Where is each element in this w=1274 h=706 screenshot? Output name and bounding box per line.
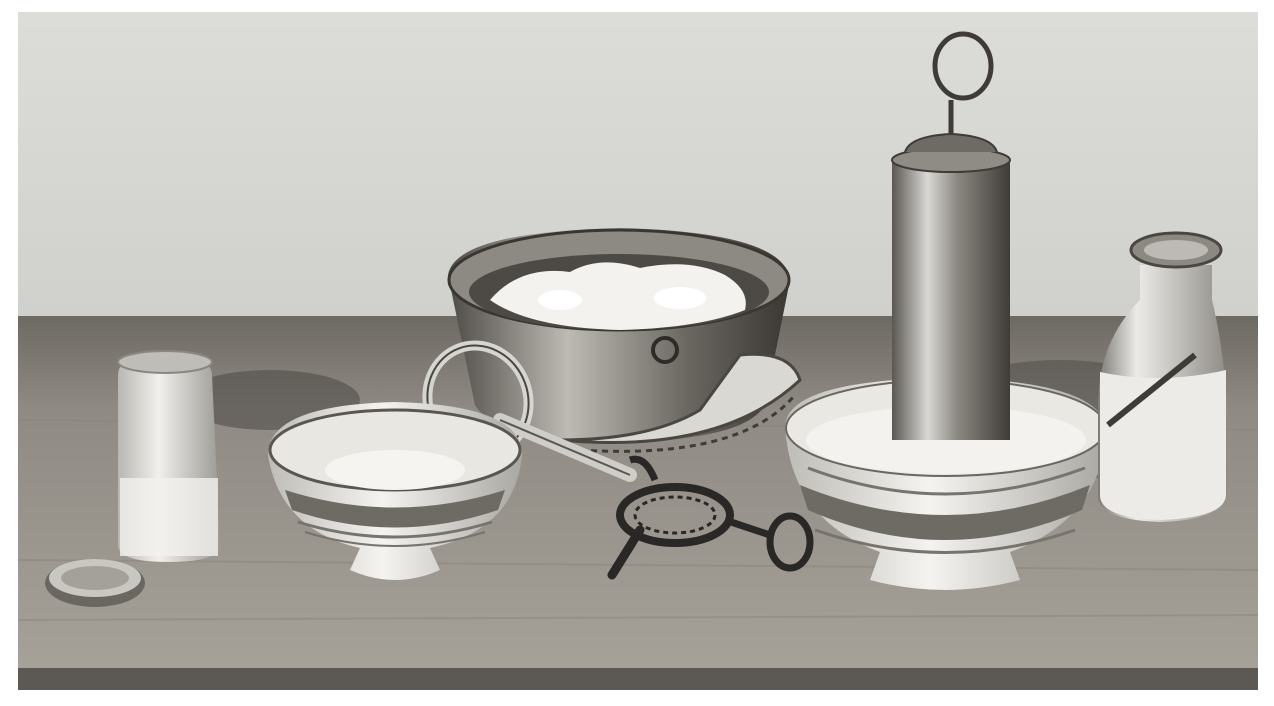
jar-lid — [45, 559, 145, 607]
powder-jar — [118, 351, 220, 562]
table-edge — [18, 668, 1258, 690]
